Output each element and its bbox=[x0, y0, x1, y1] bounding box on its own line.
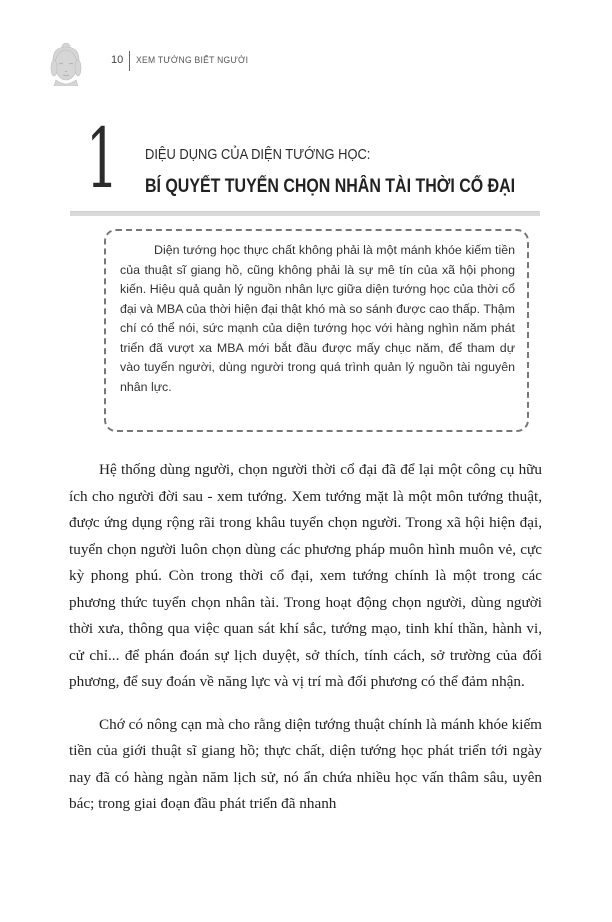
buddha-head-icon bbox=[44, 38, 88, 86]
chapter-title-line-2: BÍ QUYẾT TUYỂN CHỌN NHÂN TÀI THỜI CỔ ĐẠI bbox=[145, 176, 516, 197]
body-text bbox=[69, 457, 542, 834]
body-paragraph: Chớ có nông cạn mà cho rằng diện tướng thuật chính là mánh khóe kiếm tiền của giới thuật sĩ giang hồ; thực chất, diện tướng học phát triển tới ngày nay đã có hàng ngàn năm lịch sử, nó ẩn chứa nhiều học vấn thâm sâu, uyên bác; trong giai đoạn đầu phát triển đã nhanh bbox=[69, 715, 542, 812]
body-paragraph: Hệ thống dùng người, chọn người thời cổ đại đã để lại một công cụ hữu ích cho người đời sau - xem tướng. Xem tướng mặt là một môn tướng thuật, được ứng dụng rộng rãi trong khâu tuyển chọn người. Trong xã hội hiện đại, tuyển chọn người luôn chọn dùng các phương pháp muôn hình muôn vẻ, cực kỳ phong phú. Còn trong thời cổ đại, xem tướng chính là một trong các phương thức tuyển chọn nhân tài. Trong hoạt động chọn người, dùng người thời xưa, thông qua việc quan sát khí sắc, tướng mạo, tinh khí thần, hành vi, cử chỉ... để phán đoán sự lịch duyệt, sở thích, tính cách, sở trường của đối phương, để suy đoán về năng lực và vị trí mà đối phương có thể đảm nhận. bbox=[69, 461, 542, 690]
running-title: XEM TƯỚNG BIẾT NGƯỜI bbox=[136, 55, 249, 66]
abstract-box bbox=[104, 229, 529, 432]
chapter-title-line-1: DIỆU DỤNG CỦA DIỆN TƯỚNG HỌC: bbox=[145, 146, 371, 163]
abstract-text: Diện tướng học thực chất không phải là một mánh khóe kiếm tiền của thuật sĩ giang hồ, cũng không phải là sự mê tín của xã hội phong kiến. Hiệu quả quản lý nguồn nhân lực giữa diện tướng học của thời cổ đại và MBA của thời hiện đại thật khó mà so sánh được cao thấp. Thậm chí có thể nói, sức mạnh của diện tướng học với hàng nghìn năm phát triển đã vượt xa MBA mới bắt đầu được mấy chục năm, để tham dự vào tuyển người, dùng người trong quá trình quản lý nguồn tài nguyên nhân lực. bbox=[120, 243, 515, 394]
page-header bbox=[44, 38, 584, 86]
chapter-title-rule bbox=[70, 211, 540, 216]
header-divider bbox=[129, 51, 130, 71]
chapter-number: 1 bbox=[86, 112, 119, 207]
page-number: 10 bbox=[111, 54, 124, 66]
